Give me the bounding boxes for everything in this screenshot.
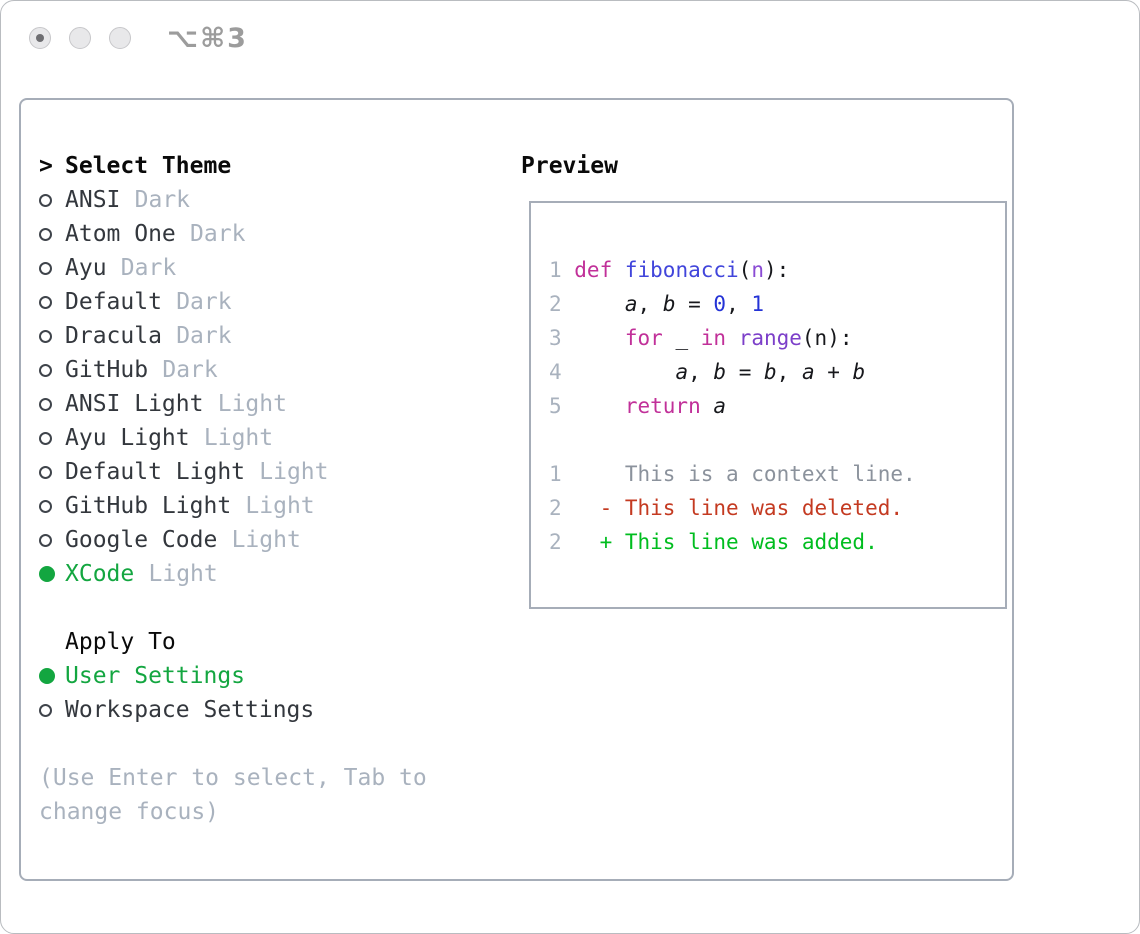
radio-icon — [39, 330, 52, 343]
theme-option[interactable] — [39, 183, 479, 217]
option-variant: Dark — [162, 357, 218, 383]
radio-icon — [39, 534, 52, 547]
code-segment: , — [688, 360, 714, 384]
keyboard-shortcut-label: ⌥⌘3 — [167, 23, 248, 54]
code-segment: b — [662, 292, 676, 316]
code-segment: = — [726, 360, 764, 384]
radio-icon — [39, 364, 52, 377]
theme-option[interactable] — [39, 387, 479, 421]
code-segment — [574, 394, 625, 418]
option-label: ANSI — [65, 187, 121, 213]
titlebar — [1, 1, 1139, 98]
option-label: Default — [65, 289, 162, 315]
option-label: ANSI Light — [65, 391, 204, 417]
focused-dot-icon — [36, 34, 44, 42]
apply-to-list — [39, 659, 479, 727]
apply-to-option[interactable] — [39, 693, 479, 727]
radio-icon — [39, 466, 52, 479]
code-line — [549, 355, 1005, 389]
code-line — [549, 457, 1005, 491]
code-line — [549, 525, 1005, 559]
preview-box — [529, 201, 1007, 609]
option-label: Ayu — [65, 255, 107, 281]
code-line — [549, 491, 1005, 525]
select-theme-header-row — [39, 149, 479, 183]
option-label: Default Light — [65, 459, 246, 485]
code-segment: , — [726, 292, 752, 316]
preview-title: Preview — [521, 153, 618, 179]
line-number: 1 — [549, 258, 562, 282]
radio-icon — [39, 432, 52, 445]
option-variant: Light — [203, 425, 274, 451]
code-segment: a — [801, 360, 815, 384]
code-segment: 1 — [751, 292, 765, 316]
option-label: GitHub Light — [65, 493, 232, 519]
code-segment: b — [763, 360, 777, 384]
line-number: 3 — [549, 326, 562, 350]
code-line — [549, 287, 1005, 321]
code-segment: , — [776, 360, 802, 384]
code-segment — [701, 394, 714, 418]
code-content — [574, 496, 903, 520]
spacer — [39, 591, 479, 625]
help-text: (Use Enter to select, Tab to change focus) — [39, 765, 427, 825]
option-variant: Light — [217, 391, 287, 417]
option-variant: Light — [148, 561, 218, 587]
code-segment: in — [700, 326, 727, 350]
line-number: 4 — [549, 360, 562, 384]
option-label: Atom One — [65, 221, 176, 247]
radio-icon — [39, 262, 52, 275]
apply-to-header: Apply To — [65, 629, 176, 655]
code-content — [574, 258, 789, 282]
code-segment: - This line was deleted. — [574, 496, 904, 520]
theme-selector-panel — [19, 98, 1014, 881]
theme-option[interactable] — [39, 455, 479, 489]
code-segment — [612, 258, 625, 282]
theme-option[interactable] — [39, 353, 479, 387]
code-segment: _ — [662, 326, 701, 350]
code-segment: def — [574, 258, 613, 282]
theme-list-column — [39, 149, 479, 829]
option-label: GitHub — [65, 357, 149, 383]
option-label: XCode — [65, 561, 135, 587]
select-theme-header: Select Theme — [65, 153, 232, 179]
theme-option[interactable] — [39, 421, 479, 455]
radio-icon — [39, 194, 52, 207]
theme-option[interactable] — [39, 285, 479, 319]
code-segment: + This line was added. — [574, 530, 878, 554]
option-label: Workspace Settings — [65, 697, 315, 723]
line-number: 5 — [549, 394, 562, 418]
radio-icon — [39, 566, 55, 582]
option-variant: Dark — [176, 323, 232, 349]
code-line — [549, 423, 1005, 457]
line-number: 1 — [549, 462, 562, 486]
code-segment: for — [624, 326, 663, 350]
option-variant: Light — [231, 527, 301, 553]
radio-icon — [39, 704, 52, 717]
code-segment: return — [624, 394, 701, 418]
code-segment: range — [738, 326, 802, 350]
option-label: Ayu Light — [65, 425, 190, 451]
code-segment — [574, 292, 625, 316]
code-segment: (n): — [801, 326, 853, 350]
theme-option[interactable] — [39, 251, 479, 285]
code-segment: ): — [763, 258, 790, 282]
theme-option[interactable] — [39, 489, 479, 523]
line-number: 2 — [549, 496, 562, 520]
code-line — [549, 389, 1005, 423]
option-variant: Light — [245, 493, 315, 519]
option-label: Google Code — [65, 527, 218, 553]
radio-icon — [39, 668, 55, 684]
window-close-button[interactable] — [29, 27, 51, 49]
option-variant: Dark — [120, 255, 177, 281]
code-segment — [574, 326, 625, 350]
line-number: 2 — [549, 530, 562, 554]
theme-option[interactable] — [39, 523, 479, 557]
code-segment — [574, 360, 675, 384]
code-segment: + — [814, 360, 853, 384]
code-line — [549, 253, 1005, 287]
preview-column — [501, 149, 991, 609]
window-zoom-button[interactable] — [109, 27, 131, 49]
apply-to-option[interactable] — [39, 659, 479, 693]
code-content — [574, 394, 726, 418]
option-variant: Light — [259, 459, 329, 485]
theme-list — [39, 183, 479, 591]
code-content — [574, 292, 764, 316]
theme-option[interactable] — [39, 217, 479, 251]
line-number: 2 — [549, 292, 562, 316]
option-variant: Dark — [176, 289, 232, 315]
code-segment: b — [852, 360, 866, 384]
code-segment: a — [713, 394, 727, 418]
code-line — [549, 321, 1005, 355]
code-content — [574, 530, 877, 554]
code-content — [574, 462, 915, 486]
code-segment: = — [675, 292, 714, 316]
code-segment: n — [751, 258, 764, 282]
option-label: Dracula — [65, 323, 162, 349]
code-segment: a — [624, 292, 638, 316]
code-content — [574, 360, 865, 384]
theme-option[interactable] — [39, 557, 479, 591]
radio-icon — [39, 296, 52, 309]
code-segment: fibonacci — [624, 258, 739, 282]
radio-icon — [39, 500, 52, 513]
code-segment: ( — [738, 258, 752, 282]
code-segment: This is a context line. — [574, 462, 916, 486]
code-segment: b — [713, 360, 727, 384]
code-segment — [726, 326, 739, 350]
radio-icon — [39, 228, 52, 241]
code-content — [574, 326, 852, 350]
code-segment: , — [637, 292, 663, 316]
theme-option[interactable] — [39, 319, 479, 353]
window-minimize-button[interactable] — [69, 27, 91, 49]
code-segment: 0 — [713, 292, 727, 316]
focus-caret: > — [39, 153, 53, 179]
option-variant: Dark — [190, 221, 246, 247]
radio-icon — [39, 398, 52, 411]
code-segment: a — [675, 360, 689, 384]
option-label: User Settings — [65, 663, 246, 689]
option-variant: Dark — [134, 187, 191, 213]
